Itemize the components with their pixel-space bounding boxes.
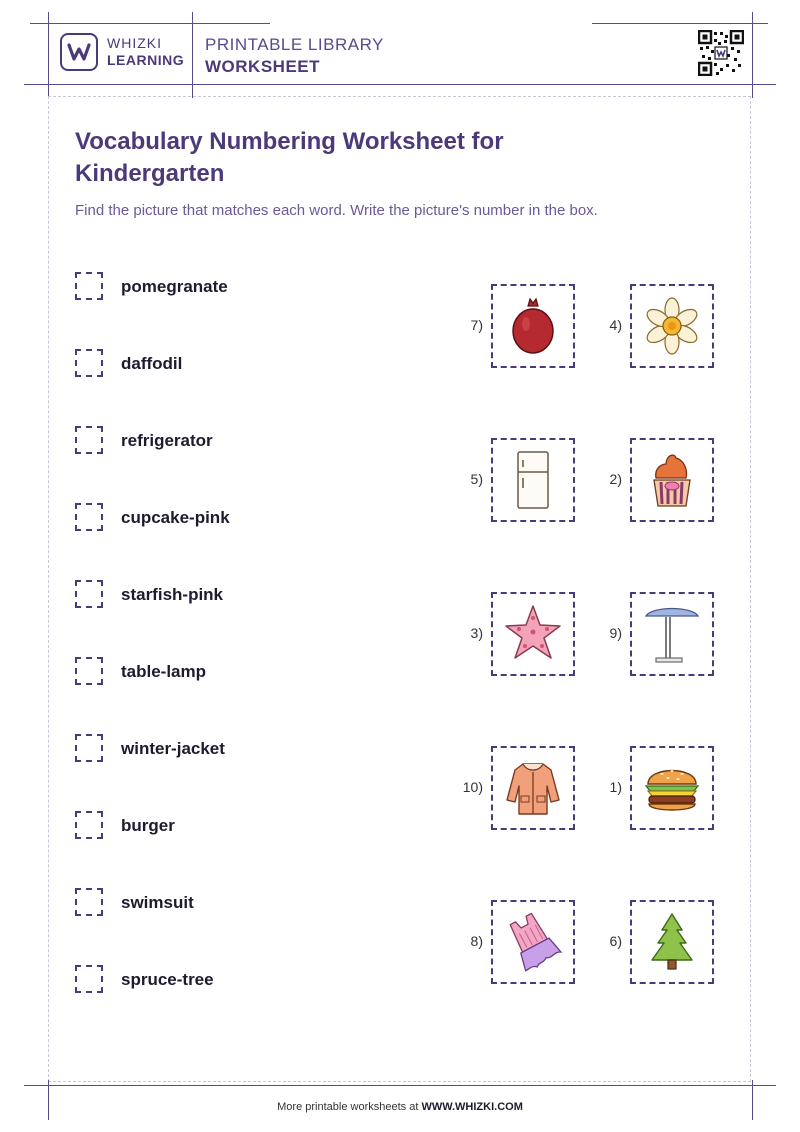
word-label: winter-jacket [121, 739, 225, 758]
answer-box[interactable] [75, 503, 103, 531]
header-left-rule [48, 12, 49, 98]
header-top-rule-left [30, 23, 270, 24]
picture-card [470, 900, 575, 984]
answer-box[interactable] [75, 657, 103, 685]
picture-card [609, 746, 714, 830]
answer-box[interactable] [75, 349, 103, 377]
picture-number: 10) [462, 779, 483, 795]
header-divider [192, 12, 193, 98]
footer-right-rule [752, 1080, 753, 1120]
daffodil-icon [640, 294, 704, 358]
winter-jacket-icon [501, 756, 565, 820]
picture-number: 1) [609, 779, 622, 795]
footer [0, 1101, 800, 1113]
header-bottom-rule [24, 84, 776, 85]
starfish-icon [501, 602, 565, 666]
library-line1: PRINTABLE LIBRARY [205, 35, 384, 54]
answer-box[interactable] [75, 272, 103, 300]
whizki-logo[interactable] [60, 33, 98, 71]
answer-box[interactable] [75, 734, 103, 762]
picture-card [609, 284, 714, 368]
picture-card [609, 438, 714, 522]
word-label: daffodil [121, 354, 183, 373]
picture-card [609, 900, 714, 984]
header-right-rule [752, 12, 753, 98]
picture-number: 5) [470, 471, 483, 487]
picture-card [609, 592, 714, 676]
whizki-logo-icon [67, 42, 91, 62]
word-label: refrigerator [121, 431, 213, 450]
picture-number: 4) [609, 317, 622, 333]
answer-box[interactable] [75, 811, 103, 839]
picture-card [470, 438, 575, 522]
answer-box[interactable] [75, 965, 103, 993]
brand-name [107, 35, 184, 69]
swimsuit-icon [501, 910, 565, 974]
picture-number: 6) [609, 933, 622, 949]
picture-number: 2) [609, 471, 622, 487]
header-top-rule-right [592, 23, 768, 24]
word-label: swimsuit [121, 893, 194, 912]
answer-box[interactable] [75, 426, 103, 454]
library-label [205, 34, 384, 78]
answer-box[interactable] [75, 580, 103, 608]
word-label: burger [121, 816, 175, 835]
brand-line2: LEARNING [107, 52, 185, 68]
picture-card [470, 592, 575, 676]
spruce-tree-icon [640, 910, 704, 974]
worksheet-title: Vocabulary Numbering Worksheet for Kindergarten [75, 128, 504, 187]
word-label: pomegranate [121, 277, 228, 296]
cupcake-icon [640, 448, 704, 512]
picture-number: 8) [470, 933, 483, 949]
library-line2: WORKSHEET [205, 57, 320, 76]
brand-line1: WHIZKI [107, 35, 162, 51]
footer-link[interactable]: WWW.WHIZKI.COM [421, 1101, 523, 1113]
picture-number: 7) [470, 317, 483, 333]
picture-number: 9) [609, 625, 622, 641]
answer-box[interactable] [75, 888, 103, 916]
word-label: cupcake-pink [121, 508, 230, 527]
footer-left-rule [48, 1080, 49, 1120]
qr-code-icon[interactable] [698, 30, 744, 76]
worksheet-instructions: Find the picture that matches each word. Write the picture's number in the box. [75, 202, 598, 219]
footer-text: More printable worksheets at [277, 1101, 422, 1113]
picture-card [462, 746, 575, 830]
refrigerator-icon [501, 448, 565, 512]
burger-icon [640, 756, 704, 820]
pomegranate-icon [501, 294, 565, 358]
picture-number: 3) [470, 625, 483, 641]
footer-top-rule [24, 1085, 776, 1086]
picture-card [470, 284, 575, 368]
word-label: starfish-pink [121, 585, 224, 604]
word-label: spruce-tree [121, 970, 214, 989]
word-label: table-lamp [121, 662, 207, 681]
table-lamp-icon [640, 602, 704, 666]
